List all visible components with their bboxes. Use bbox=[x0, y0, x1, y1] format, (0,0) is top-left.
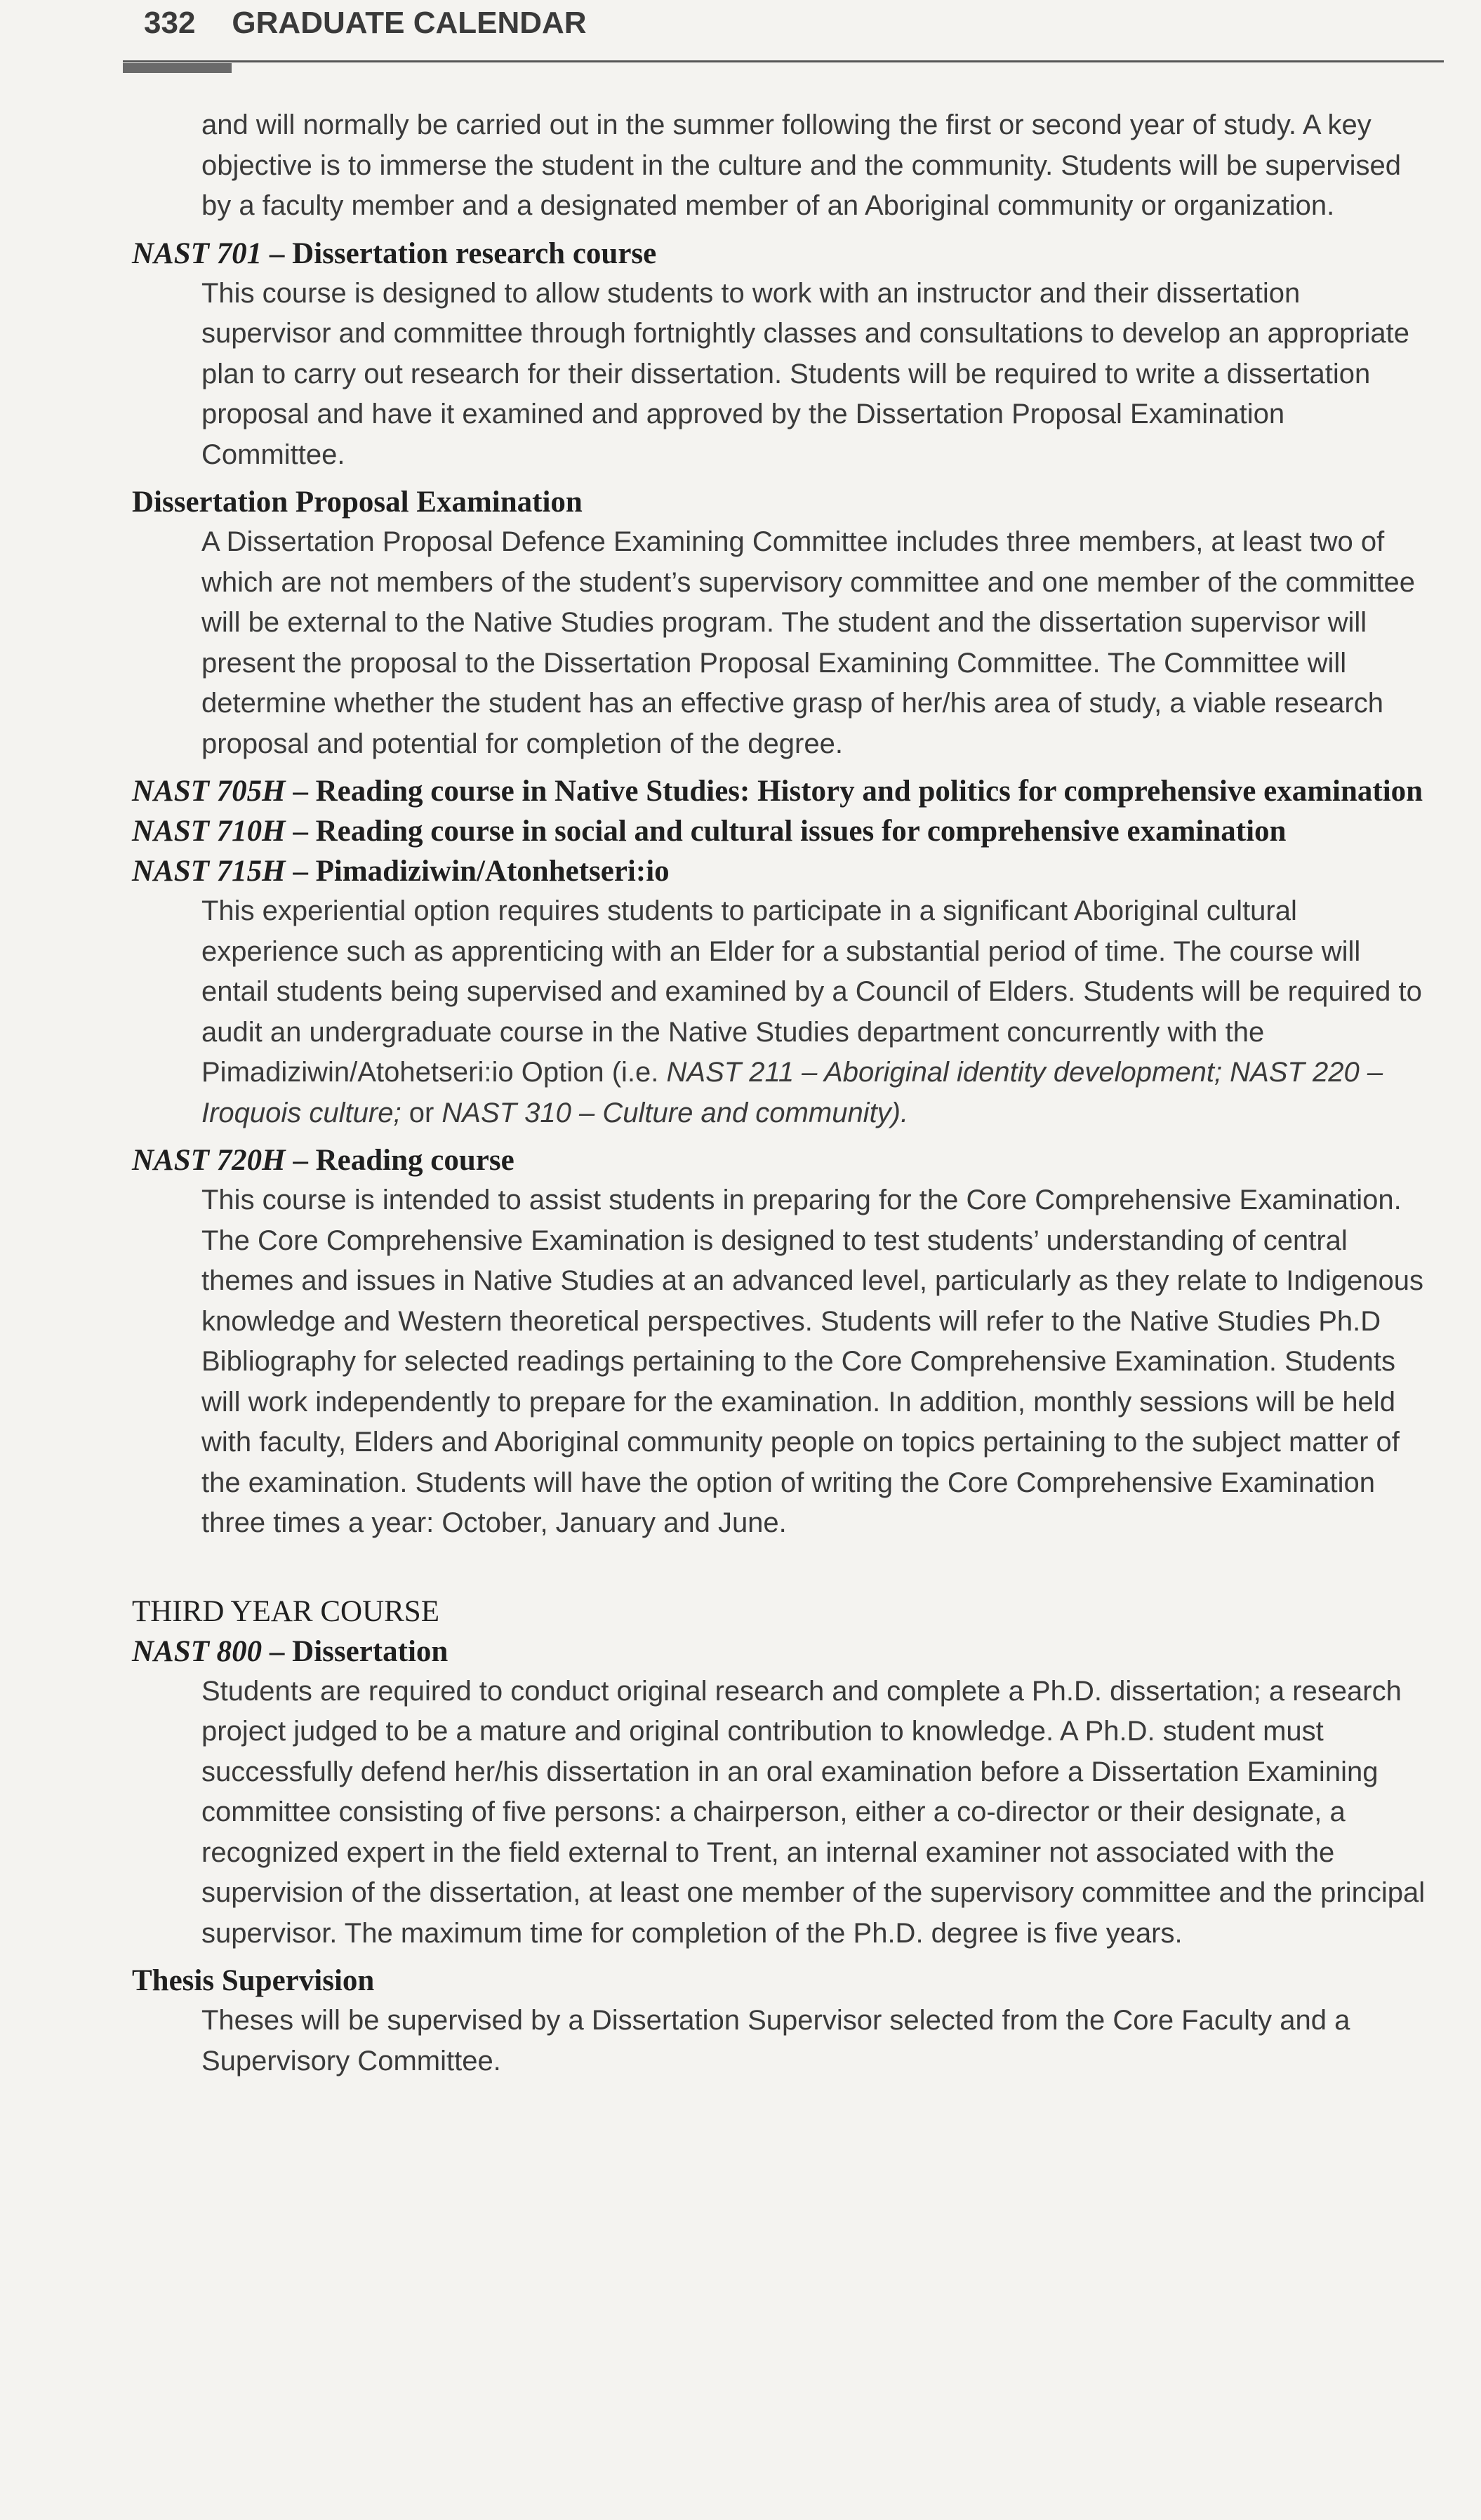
running-title: GRADUATE CALENDAR bbox=[232, 6, 587, 40]
page-number: 332 bbox=[144, 6, 196, 40]
dissertation-proposal-examination-text: A Dissertation Proposal Defence Examining Committee includes three members, at least two of which are not members of the student’s supervisory committee and one member of the committee will be external to the Native Studies program. The student and the dissertation supervisor will present the proposal to the Dissertation Proposal Examining Committee. The Committee will determine whether the student has an effective grasp of her/his area of study, a viable research proposal and potential for completion of the degree. bbox=[201, 526, 1415, 759]
course-heading-nast710h: NAST 710H – Reading course in social and cultural issues for comprehensive examination bbox=[132, 815, 1287, 848]
thesis-supervision-text: Theses will be supervised by a Dissertation Supervisor selected from the Core Faculty and a Supervisory Committee. bbox=[201, 2005, 1350, 2076]
page-content bbox=[132, 105, 1430, 2088]
course-description-nast715h: This experiential option requires students to participate in a significant Aboriginal cultural experience such as apprenticing with an Elder for a substantial period of time. The course will entail students being supervised and examined by a Council of Elders. Students will be required to audit an undergraduate course in the Native Studies department concurrently with the Pimadiziwin/Atohetseri:io Option (i.e. NAST 211 – Aboriginal identity development; NAST 220 – Iroquois culture; or NAST 310 – Culture and community). bbox=[201, 895, 1422, 1128]
course-title: Dissertation bbox=[292, 1634, 449, 1668]
course-title: Pimadiziwin/Atonhetseri:io bbox=[315, 855, 670, 888]
course-title: Reading course in social and cultural issues for comprehensive examination bbox=[315, 815, 1287, 848]
course-title: Dissertation research course bbox=[292, 236, 657, 270]
heading-thesis-supervision: Thesis Supervision bbox=[132, 1964, 375, 1997]
heading-dissertation-proposal-examination: Dissertation Proposal Examination bbox=[132, 486, 583, 519]
course-description-nast701: This course is designed to allow students to work with an instructor and their dissertation supervisor and committee through fortnightly classes and consultations to develop an appropriate plan to carry out research for their dissertation. Students will be required to write a dissertation proposal and have it examined and approved by the Dissertation Proposal Examination Committee. bbox=[201, 277, 1409, 470]
course-code: NAST 701 bbox=[132, 236, 263, 270]
course-heading-nast701: NAST 701 – Dissertation research course bbox=[132, 236, 657, 270]
referenced-course: NAST 310 – Culture and community). bbox=[441, 1097, 909, 1128]
course-code: NAST 800 bbox=[132, 1634, 263, 1668]
intro-paragraph: and will normally be carried out in the summer following the first or second year of study. A key objective is to immerse the student in the culture and the community. Students will be supervised by a faculty member and a designated member of an Aboriginal community or organization. bbox=[201, 109, 1402, 221]
course-description-nast720h: This course is intended to assist students in preparing for the Core Comprehensive Examination. The Core Comprehensive Examination is designed to test students’ understanding of central themes and issues in Native Studies at an advanced level, particularly as they relate to Indigenous knowledge and Western theoretical perspectives. Students will refer to the Native Studies Ph.D Bibliography for selected readings pertaining to the Core Comprehensive Examination. Students will work independently to prepare for the examination. In addition, monthly sessions will be held with faculty, Elders and Aboriginal community people on topics pertaining to the subject matter of the examination. Students will have the option of writing the Core Comprehensive Examination three times a year: October, January and June. bbox=[201, 1185, 1424, 1538]
course-title: Reading course bbox=[315, 1144, 514, 1177]
course-code: NAST 705H bbox=[132, 775, 286, 808]
referenced-courses: NAST 211 – Aboriginal identity development; NAST 220 – Iroquois culture; bbox=[201, 1057, 1383, 1128]
header-rule bbox=[123, 60, 1444, 62]
section-title-third-year: THIRD YEAR COURSE bbox=[132, 1594, 439, 1628]
section-spacer bbox=[132, 1551, 1430, 1589]
course-heading-nast720h: NAST 720H – Reading course bbox=[132, 1144, 514, 1177]
course-description-nast800: Students are required to conduct original research and complete a Ph.D. dissertation; a research project judged to be a mature and original contribution to knowledge. A Ph.D. student must successfully defend her/his dissertation in an oral examination before a Dissertation Examining committee consisting of five persons: a chairperson, either a co-director or their designate, a recognized expert in the field external to Trent, an internal examiner not associated with the supervision of the dissertation, at least one member of the supervisory committee and the principal supervisor. The maximum time for completion of the Ph.D. degree is five years. bbox=[201, 1675, 1426, 1949]
course-code: NAST 710H bbox=[132, 815, 286, 848]
course-heading-nast715h: NAST 715H – Pimadiziwin/Atonhetseri:io bbox=[132, 855, 670, 888]
course-code: NAST 720H bbox=[132, 1144, 286, 1177]
course-title: Reading course in Native Studies: History and politics for comprehensive examination bbox=[315, 775, 1423, 808]
page-header bbox=[144, 6, 587, 41]
course-code: NAST 715H bbox=[132, 855, 286, 888]
course-heading-nast800: NAST 800 – Dissertation bbox=[132, 1634, 449, 1668]
course-heading-nast705h: NAST 705H – Reading course in Native Studies: History and politics for comprehensive examination bbox=[132, 775, 1423, 808]
header-rule-block bbox=[123, 63, 232, 73]
